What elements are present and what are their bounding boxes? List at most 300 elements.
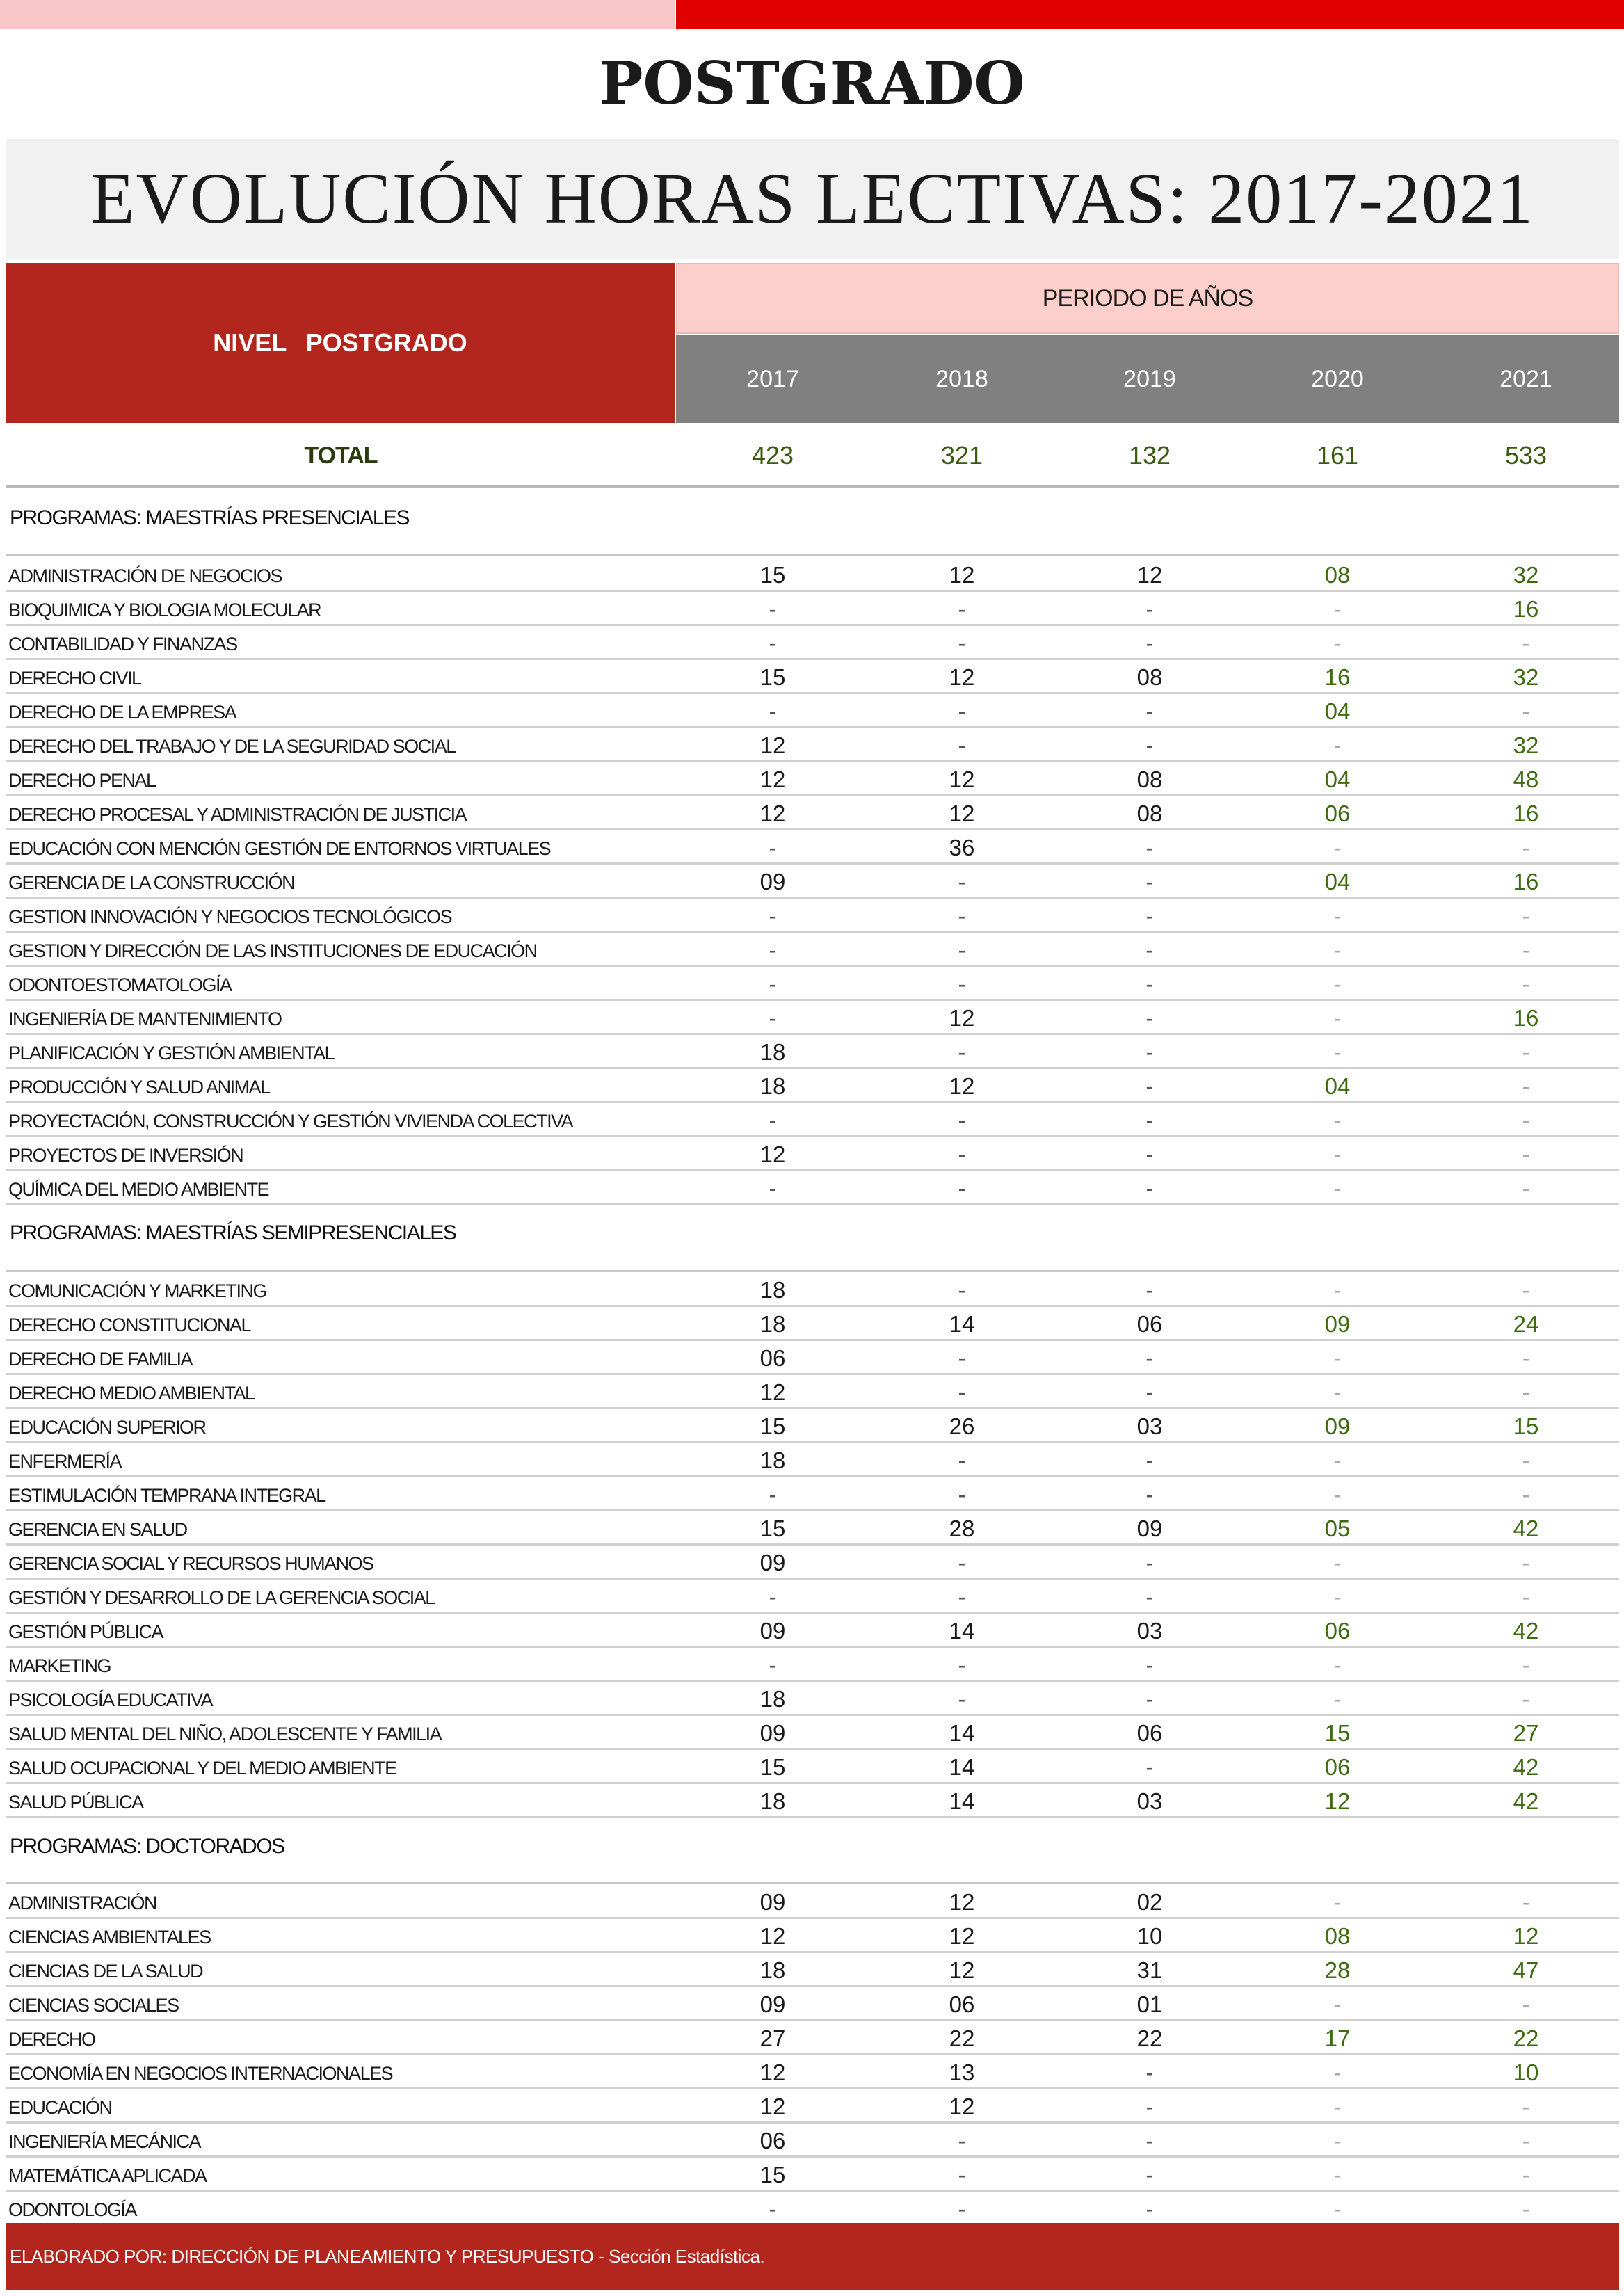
cell-2021: - <box>1522 1991 1530 2017</box>
top-bar-dark <box>676 0 1624 29</box>
table-row <box>6 2158 1619 2192</box>
cell-2018: - <box>958 1277 966 1303</box>
program-name: PROYECTACIÓN, CONSTRUCCIÓN Y GESTIÓN VIVIENDA COLECTIVA <box>8 1111 573 1132</box>
cell-2018: - <box>958 1447 966 1473</box>
cell-2018: - <box>958 2128 966 2153</box>
cell-2018: 14 <box>949 1720 975 1746</box>
table-row <box>6 1648 1619 1682</box>
cell-2017: - <box>769 630 777 656</box>
cell-2021: 32 <box>1513 562 1539 588</box>
program-name: SALUD OCUPACIONAL Y DEL MEDIO AMBIENTE <box>8 1758 396 1779</box>
table-row <box>6 1987 1619 2021</box>
program-name: SALUD PÚBLICA <box>8 1792 143 1813</box>
cell-2019: 03 <box>1136 1618 1163 1644</box>
table-row <box>6 2055 1619 2089</box>
cell-2017: 09 <box>759 1550 786 1575</box>
cell-2020: - <box>1333 2094 1342 2119</box>
cell-2019: - <box>1145 2094 1154 2119</box>
cell-2020: - <box>1333 1550 1342 1575</box>
year-header-2017: 2017 <box>746 366 799 392</box>
cell-2019: - <box>1145 1073 1154 1099</box>
cell-2020: 04 <box>1324 869 1351 894</box>
cell-2018: 28 <box>949 1516 975 1541</box>
cell-2017: 12 <box>759 1379 786 1405</box>
cell-2021: - <box>1522 1889 1530 1915</box>
cell-2019: - <box>1145 1482 1154 1507</box>
cell-2018: 22 <box>949 2025 975 2051</box>
cell-2019: 08 <box>1136 801 1163 826</box>
cell-2018: - <box>958 1686 966 1712</box>
table-row <box>6 1375 1619 1409</box>
table-row <box>6 1511 1619 1546</box>
cell-2021: - <box>1522 1447 1530 1473</box>
cell-2018: - <box>958 1107 966 1133</box>
table-row <box>6 1580 1619 1614</box>
cell-2017: 12 <box>759 1923 786 1949</box>
cell-2017: 12 <box>759 732 786 758</box>
cell-2021: 27 <box>1513 1720 1539 1746</box>
cell-2020: - <box>1333 2060 1342 2085</box>
cell-2019: - <box>1145 1550 1154 1575</box>
cell-2017: 12 <box>759 1141 786 1167</box>
cell-2019: 03 <box>1136 1788 1163 1814</box>
cell-2020: 04 <box>1324 766 1351 792</box>
program-name: QUÍMICA DEL MEDIO AMBIENTE <box>8 1179 269 1200</box>
year-header-2021: 2021 <box>1500 366 1552 392</box>
cell-2017: 27 <box>759 2025 786 2051</box>
cell-2019: - <box>1145 2162 1154 2187</box>
cell-2018: - <box>958 937 966 963</box>
cell-2017: 18 <box>759 1447 786 1473</box>
cell-2019: - <box>1145 2060 1154 2085</box>
cell-2021: 16 <box>1513 1005 1539 1031</box>
cell-2017: 18 <box>759 1073 786 1099</box>
cell-2017: - <box>769 698 777 724</box>
cell-2020: 06 <box>1324 1754 1351 1780</box>
cell-2019: - <box>1145 971 1154 997</box>
cell-2019: - <box>1145 1005 1154 1031</box>
cell-2020: - <box>1333 2162 1342 2187</box>
cell-2019: - <box>1145 937 1154 963</box>
program-name: DERECHO DE LA EMPRESA <box>8 702 236 723</box>
program-name: CIENCIAS AMBIENTALES <box>8 1927 211 1948</box>
cell-2020: - <box>1333 835 1342 860</box>
program-name: DERECHO DE FAMILIA <box>8 1349 193 1370</box>
cell-2017: - <box>769 1652 777 1678</box>
cell-2017: 15 <box>759 562 786 588</box>
cell-2018: - <box>958 698 966 724</box>
cell-2019: - <box>1145 1175 1154 1201</box>
cell-2021: 42 <box>1513 1618 1539 1644</box>
cell-2018: 06 <box>949 1991 975 2017</box>
cell-2019: 12 <box>1136 562 1163 588</box>
cell-2020: - <box>1333 630 1342 656</box>
cell-2020: - <box>1333 1141 1342 1167</box>
table-row <box>6 967 1619 1001</box>
table-row <box>6 899 1619 933</box>
cell-2020: 15 <box>1324 1720 1351 1746</box>
program-name: ESTIMULACIÓN TEMPRANA INTEGRAL <box>8 1485 325 1506</box>
cell-2021: - <box>1522 2196 1530 2222</box>
cell-2021: - <box>1522 2128 1530 2153</box>
cell-2021: - <box>1522 1073 1530 1099</box>
program-name: INGENIERÍA MECÁNICA <box>8 2131 201 2152</box>
cell-2017: 09 <box>759 1618 786 1644</box>
cell-2017: 18 <box>759 1311 786 1337</box>
cell-2020: - <box>1333 596 1342 622</box>
cell-2019: 08 <box>1136 766 1163 792</box>
program-name: COMUNICACIÓN Y MARKETING <box>8 1281 267 1301</box>
cell-2020: 08 <box>1324 1923 1351 1949</box>
year-header-2020: 2020 <box>1311 366 1364 392</box>
cell-2018: - <box>958 1039 966 1065</box>
cell-2017: - <box>769 903 777 929</box>
cell-2021: - <box>1522 1686 1530 1712</box>
cell-2019: - <box>1145 1447 1154 1473</box>
cell-2021: 48 <box>1513 766 1539 792</box>
table-row <box>6 1273 1619 1307</box>
cell-2019: 06 <box>1136 1311 1163 1337</box>
total-2019: 132 <box>1128 441 1171 469</box>
cell-2020: - <box>1333 1175 1342 1201</box>
cell-2021: - <box>1522 1379 1530 1405</box>
cell-2020: 09 <box>1324 1311 1351 1337</box>
cell-2021: 16 <box>1513 801 1539 826</box>
table-row <box>6 1750 1619 1784</box>
top-bar-light <box>0 0 675 29</box>
cell-2018: 14 <box>949 1788 975 1814</box>
cell-2020: - <box>1333 1379 1342 1405</box>
program-name: ADMINISTRACIÓN DE NEGOCIOS <box>8 565 282 586</box>
cell-2019: - <box>1145 1039 1154 1065</box>
cell-2021: - <box>1522 937 1530 963</box>
cell-2020: 08 <box>1324 562 1351 588</box>
table-row <box>6 2021 1619 2055</box>
cell-2019: 02 <box>1136 1889 1163 1915</box>
cell-2017: 12 <box>759 2094 786 2119</box>
cell-2018: 14 <box>949 1754 975 1780</box>
section-divider <box>6 1882 1619 1884</box>
table-row <box>6 1443 1619 1477</box>
table-row <box>6 865 1619 899</box>
table-row <box>6 1885 1619 1919</box>
cell-2017: 18 <box>759 1686 786 1712</box>
cell-2021: 42 <box>1513 1516 1539 1541</box>
cell-2021: 16 <box>1513 596 1539 622</box>
program-name: INGENIERÍA DE MANTENIMIENTO <box>8 1009 282 1029</box>
cell-2019: - <box>1145 1379 1154 1405</box>
cell-2021: 32 <box>1513 664 1539 690</box>
cell-2021: - <box>1522 1107 1530 1133</box>
footer-credit: ELABORADO POR: DIRECCIÓN DE PLANEAMIENTO Y PRESUPUESTO - Sección Estadística. <box>10 2246 765 2267</box>
program-name: SALUD MENTAL DEL NIÑO, ADOLESCENTE Y FAMILIA <box>8 1724 442 1744</box>
cell-2021: - <box>1522 1345 1530 1371</box>
cell-2019: - <box>1145 1652 1154 1678</box>
cell-2019: - <box>1145 1754 1154 1780</box>
program-name: CONTABILIDAD Y FINANZAS <box>8 634 237 655</box>
table-row <box>6 592 1619 626</box>
cell-2017: 09 <box>759 869 786 894</box>
cell-2020: - <box>1333 1277 1342 1303</box>
cell-2020: - <box>1333 1107 1342 1133</box>
program-name: DERECHO CIVIL <box>8 668 141 689</box>
cell-2018: 14 <box>949 1618 975 1644</box>
year-header-2019: 2019 <box>1123 366 1176 392</box>
cell-2019: - <box>1145 2128 1154 2153</box>
table-row <box>6 1171 1619 1205</box>
table-row <box>6 1001 1619 1035</box>
program-name: GERENCIA DE LA CONSTRUCCIÓN <box>8 872 295 893</box>
cell-2018: - <box>958 971 966 997</box>
cell-2017: - <box>769 971 777 997</box>
table-row <box>6 1682 1619 1716</box>
cell-2017: - <box>769 1584 777 1609</box>
cell-2018: 26 <box>949 1413 975 1439</box>
program-name: GESTIÓN Y DESARROLLO DE LA GERENCIA SOCIAL <box>8 1587 435 1608</box>
program-name: MATEMÁTICA APLICADA <box>8 2165 207 2186</box>
table-row <box>6 796 1619 830</box>
cell-2020: - <box>1333 1991 1342 2017</box>
cell-2020: - <box>1333 1005 1342 1031</box>
cell-2019: - <box>1145 630 1154 656</box>
cell-2020: 28 <box>1324 1957 1351 1983</box>
cell-2017: - <box>769 1005 777 1031</box>
section-title: PROGRAMAS: MAESTRÍAS PRESENCIALES <box>10 506 409 529</box>
section-title: PROGRAMAS: MAESTRÍAS SEMIPRESENCIALES <box>10 1221 456 1244</box>
cell-2018: - <box>958 1482 966 1507</box>
table-row <box>6 2089 1619 2124</box>
cell-2018: 36 <box>949 835 975 860</box>
program-name: ENFERMERÍA <box>8 1451 122 1472</box>
program-name: CIENCIAS DE LA SALUD <box>8 1961 203 1982</box>
cell-2021: - <box>1522 1584 1530 1609</box>
cell-2018: - <box>958 903 966 929</box>
cell-2020: - <box>1333 1889 1342 1915</box>
cell-2021: 12 <box>1513 1923 1539 1949</box>
cell-2020: 06 <box>1324 1618 1351 1644</box>
cell-2019: 08 <box>1136 664 1163 690</box>
cell-2021: - <box>1522 698 1530 724</box>
cell-2021: 32 <box>1513 732 1539 758</box>
cell-2018: 12 <box>949 1005 975 1031</box>
table-row <box>6 558 1619 592</box>
program-name: DERECHO <box>8 2029 95 2050</box>
program-name: PLANIFICACIÓN Y GESTIÓN AMBIENTAL <box>8 1043 335 1063</box>
cell-2018: - <box>958 596 966 622</box>
program-name: GESTION Y DIRECCIÓN DE LAS INSTITUCIONES DE EDUCACIÓN <box>8 940 537 961</box>
table-row <box>6 1035 1619 1069</box>
cell-2018: - <box>958 1550 966 1575</box>
cell-2021: - <box>1522 1482 1530 1507</box>
cell-2019: 03 <box>1136 1413 1163 1439</box>
cell-2018: 12 <box>949 801 975 826</box>
cell-2017: 09 <box>759 1991 786 2017</box>
cell-2017: - <box>769 1482 777 1507</box>
cell-2020: - <box>1333 1482 1342 1507</box>
cell-2019: - <box>1145 869 1154 894</box>
table-row <box>6 1716 1619 1750</box>
cell-2019: 31 <box>1136 1957 1163 1983</box>
cell-2018: - <box>958 1175 966 1201</box>
program-name: EDUCACIÓN <box>8 2097 112 2118</box>
cell-2020: - <box>1333 2196 1342 2222</box>
cell-2018: 12 <box>949 1923 975 1949</box>
cell-2020: - <box>1333 1345 1342 1371</box>
cell-2021: - <box>1522 1652 1530 1678</box>
program-name: GESTIÓN PÚBLICA <box>8 1621 163 1642</box>
program-name: EDUCACIÓN CON MENCIÓN GESTIÓN DE ENTORNOS VIRTUALES <box>8 838 551 859</box>
program-name: GERENCIA EN SALUD <box>8 1519 187 1540</box>
cell-2017: 12 <box>759 2060 786 2085</box>
table-row <box>6 1341 1619 1375</box>
program-name: ODONTOESTOMATOLOGÍA <box>8 974 232 995</box>
cell-2021: 42 <box>1513 1788 1539 1814</box>
cell-2021: - <box>1522 1277 1530 1303</box>
cell-2020: - <box>1333 1584 1342 1609</box>
program-name: DERECHO PENAL <box>8 770 156 791</box>
cell-2018: 14 <box>949 1311 975 1337</box>
table-row <box>6 1953 1619 1987</box>
cell-2021: - <box>1522 835 1530 860</box>
cell-2018: - <box>958 1141 966 1167</box>
cell-2018: 12 <box>949 664 975 690</box>
table-row <box>6 1307 1619 1341</box>
section-title: PROGRAMAS: DOCTORADOS <box>10 1835 284 1858</box>
cell-2018: - <box>958 2196 966 2222</box>
cell-2021: 10 <box>1513 2060 1539 2085</box>
table-row <box>6 660 1619 694</box>
table-row <box>6 1784 1619 1818</box>
cell-2019: - <box>1145 2196 1154 2222</box>
cell-2017: - <box>769 596 777 622</box>
cell-2017: - <box>769 937 777 963</box>
cell-2017: 12 <box>759 801 786 826</box>
cell-2017: - <box>769 2196 777 2222</box>
total-2020: 161 <box>1316 441 1359 469</box>
cell-2017: 15 <box>759 1413 786 1439</box>
cell-2017: 06 <box>759 2128 786 2153</box>
table-row <box>6 1409 1619 1443</box>
cell-2021: - <box>1522 971 1530 997</box>
cell-2019: 01 <box>1136 1991 1163 2017</box>
cell-2018: - <box>958 1652 966 1678</box>
total-divider <box>6 485 1619 488</box>
cell-2019: - <box>1145 732 1154 758</box>
cell-2020: - <box>1333 732 1342 758</box>
table-row <box>6 933 1619 967</box>
cell-2021: - <box>1522 630 1530 656</box>
program-name: ADMINISTRACIÓN <box>8 1893 157 1913</box>
section-divider <box>6 554 1619 556</box>
cell-2021: 16 <box>1513 869 1539 894</box>
cell-2018: - <box>958 630 966 656</box>
cell-2020: 12 <box>1324 1788 1351 1814</box>
program-name: ODONTOLOGÍA <box>8 2199 137 2220</box>
table-row <box>6 830 1619 865</box>
cell-2019: - <box>1145 835 1154 860</box>
cell-2018: 12 <box>949 766 975 792</box>
cell-2018: - <box>958 869 966 894</box>
cell-2021: 47 <box>1513 1957 1539 1983</box>
cell-2018: 12 <box>949 2094 975 2119</box>
cell-2018: - <box>958 1345 966 1371</box>
cell-2019: 06 <box>1136 1720 1163 1746</box>
program-name: MARKETING <box>8 1655 111 1676</box>
cell-2020: 06 <box>1324 801 1351 826</box>
total-2017: 423 <box>751 441 794 469</box>
cell-2017: 15 <box>759 664 786 690</box>
cell-2019: - <box>1145 698 1154 724</box>
cell-2021: - <box>1522 2162 1530 2187</box>
cell-2017: 18 <box>759 1957 786 1983</box>
table-row <box>6 1919 1619 1953</box>
program-name: GESTION INNOVACIÓN Y NEGOCIOS TECNOLÓGICOS <box>8 906 452 927</box>
program-name: DERECHO MEDIO AMBIENTAL <box>8 1383 255 1404</box>
periodo-header: PERIODO DE AÑOS <box>676 263 1619 334</box>
cell-2021: 24 <box>1513 1311 1539 1337</box>
cell-2017: 18 <box>759 1277 786 1303</box>
cell-2017: 15 <box>759 1754 786 1780</box>
cell-2017: 15 <box>759 1516 786 1541</box>
cell-2019: 10 <box>1136 1923 1163 1949</box>
cell-2019: 22 <box>1136 2025 1163 2051</box>
program-name: PRODUCCIÓN Y SALUD ANIMAL <box>8 1077 270 1098</box>
cell-2020: - <box>1333 1652 1342 1678</box>
cell-2021: - <box>1522 2094 1530 2119</box>
table-row <box>6 1614 1619 1648</box>
page-subtitle: EVOLUCIÓN HORAS LECTIVAS: 2017-2021 <box>90 159 1534 239</box>
cell-2017: 12 <box>759 766 786 792</box>
nivel-header: NIVEL POSTGRADO <box>6 263 675 423</box>
cell-2018: - <box>958 1379 966 1405</box>
page-title: POSTGRADO <box>599 49 1025 118</box>
program-name: CIENCIAS SOCIALES <box>8 1995 179 2016</box>
cell-2020: 16 <box>1324 664 1351 690</box>
cell-2017: 15 <box>759 2162 786 2187</box>
cell-2019: - <box>1145 1277 1154 1303</box>
cell-2019: - <box>1145 1686 1154 1712</box>
year-header-2018: 2018 <box>935 366 988 392</box>
table-row <box>6 2124 1619 2158</box>
cell-2019: - <box>1145 1345 1154 1371</box>
table-row <box>6 1546 1619 1580</box>
cell-2020: 04 <box>1324 1073 1351 1099</box>
cell-2018: - <box>958 2162 966 2187</box>
cell-2019: - <box>1145 596 1154 622</box>
table-row <box>6 1477 1619 1511</box>
cell-2020: 17 <box>1324 2025 1351 2051</box>
cell-2018: 12 <box>949 1957 975 1983</box>
cell-2018: 13 <box>949 2060 975 2085</box>
program-name: DERECHO DEL TRABAJO Y DE LA SEGURIDAD SOCIAL <box>8 736 456 757</box>
cell-2019: 09 <box>1136 1516 1163 1541</box>
cell-2021: 42 <box>1513 1754 1539 1780</box>
cell-2017: 06 <box>759 1345 786 1371</box>
program-name: PROYECTOS DE INVERSIÓN <box>8 1145 243 1166</box>
table-row <box>6 1137 1619 1171</box>
table-row <box>6 694 1619 728</box>
cell-2019: - <box>1145 1584 1154 1609</box>
cell-2021: 22 <box>1513 2025 1539 2051</box>
cell-2017: 09 <box>759 1889 786 1915</box>
cell-2017: 18 <box>759 1788 786 1814</box>
cell-2020: - <box>1333 937 1342 963</box>
cell-2020: - <box>1333 1447 1342 1473</box>
table-row <box>6 762 1619 796</box>
program-name: GERENCIA SOCIAL Y RECURSOS HUMANOS <box>8 1553 373 1574</box>
cell-2021: 15 <box>1513 1413 1539 1439</box>
cell-2018: - <box>958 732 966 758</box>
